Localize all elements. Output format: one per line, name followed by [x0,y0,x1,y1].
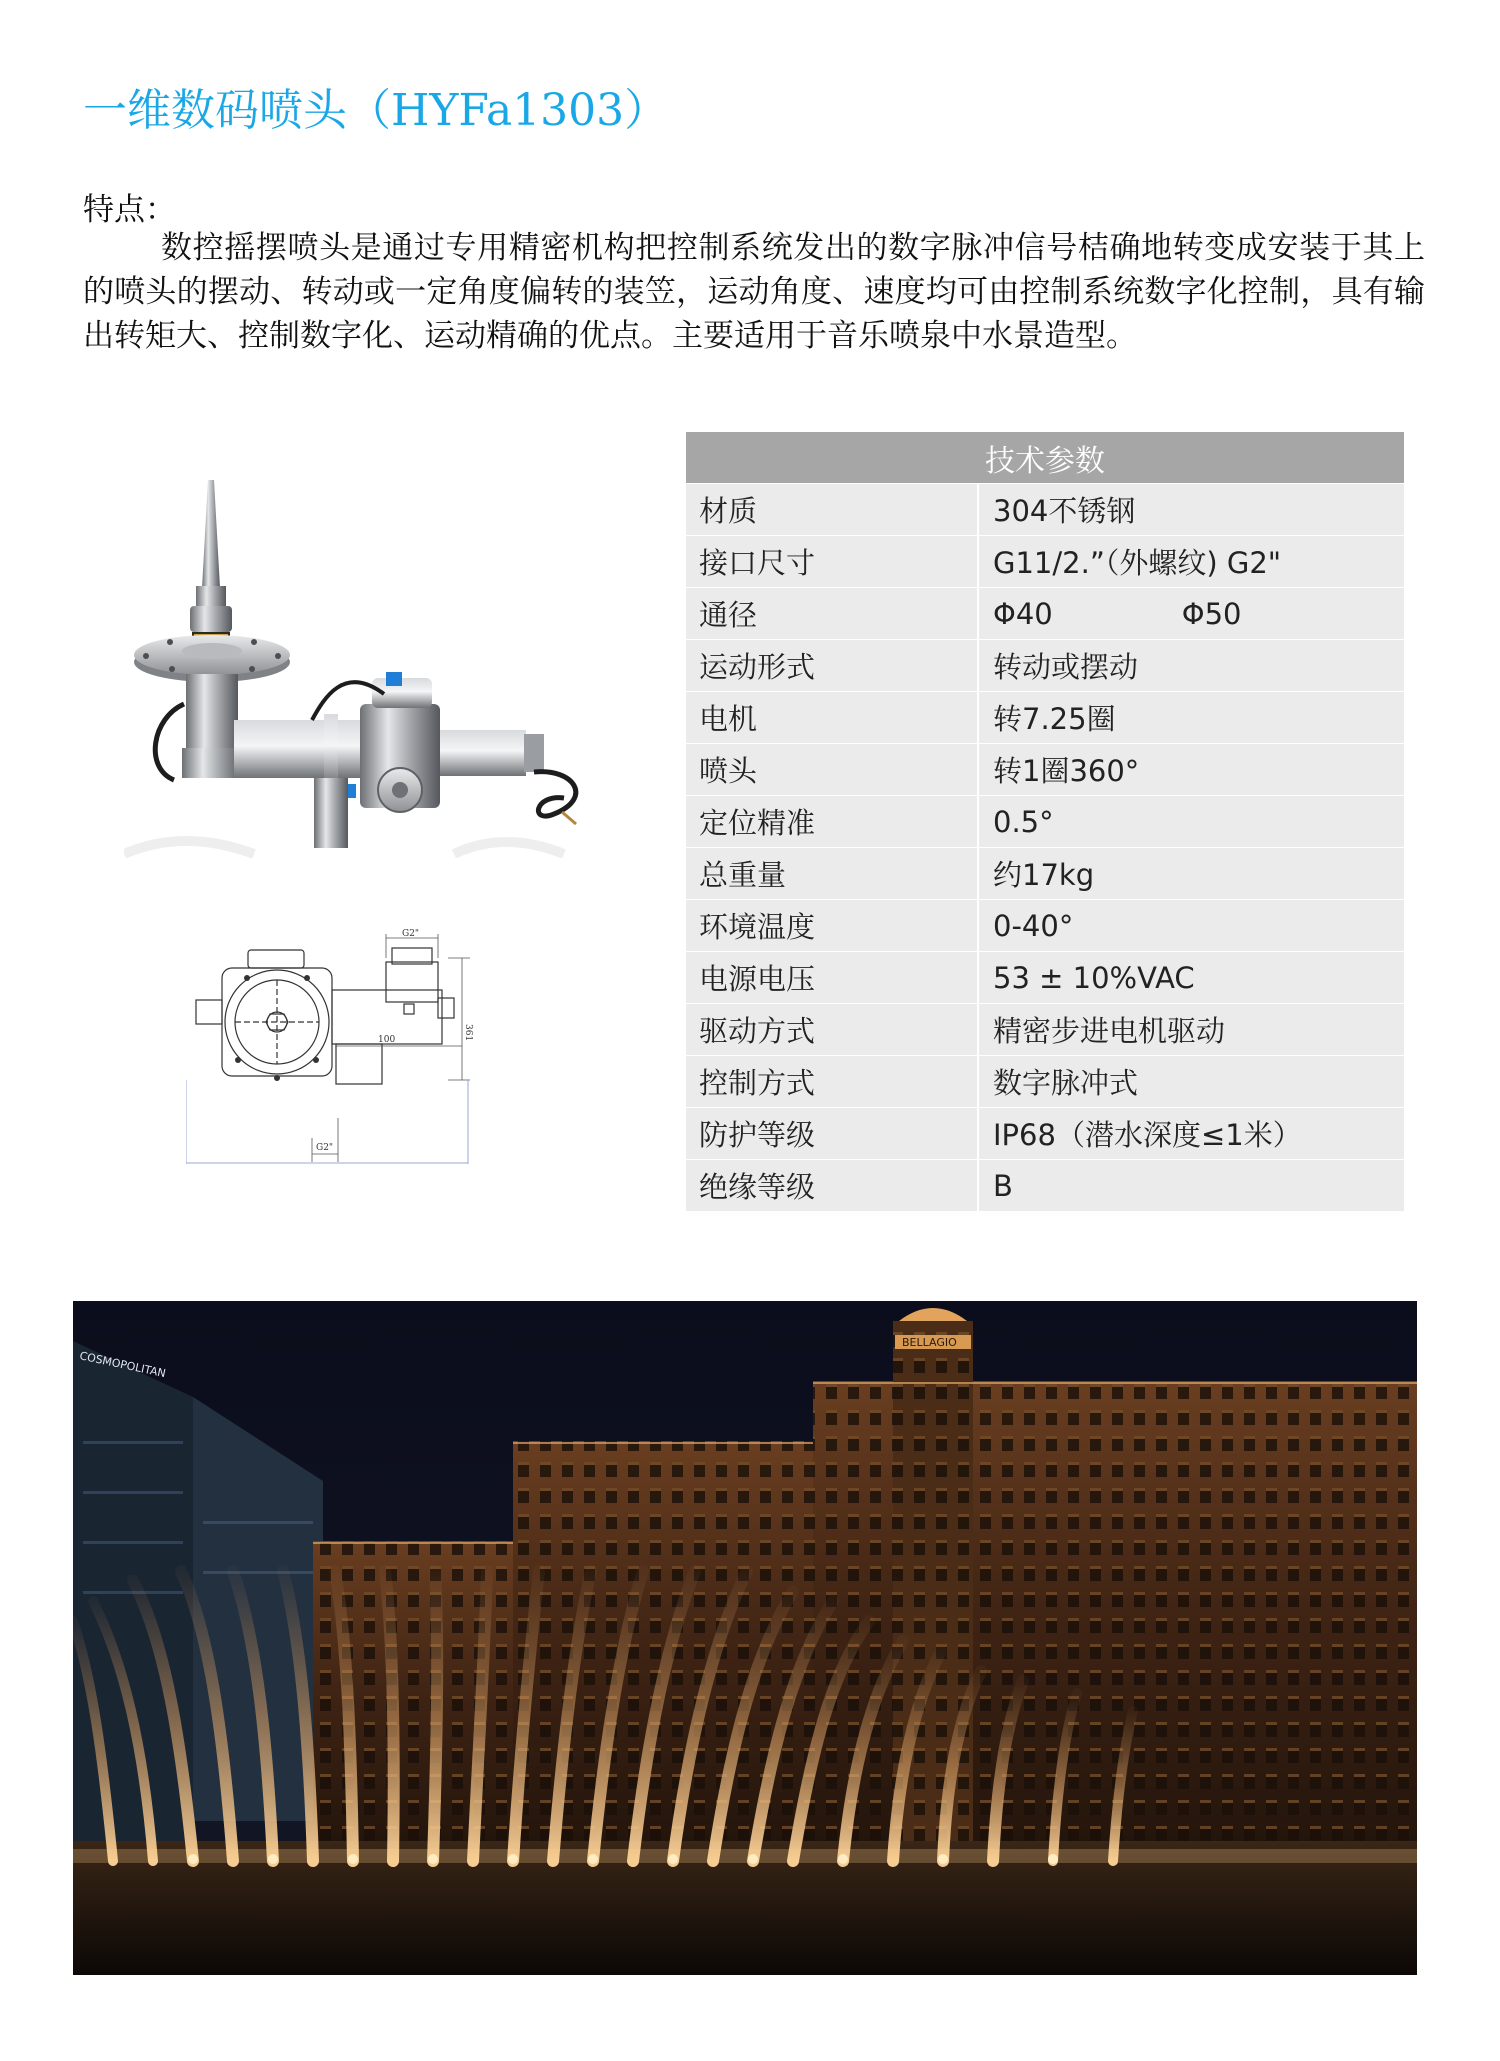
bellagio-sign: BELLAGIO [902,1336,957,1349]
dimension-drawing [186,928,581,1164]
spec-key: 材质 [686,484,978,536]
spec-key: 总重量 [686,848,978,900]
spec-key: 防护等级 [686,1108,978,1160]
spec-value: Φ40 Φ50 [978,588,1404,640]
spec-value: 0-40° [978,900,1404,952]
spec-table-header: 技术参数 [686,432,1404,484]
spec-row [686,900,1404,952]
spec-value: 约17kg [978,848,1404,900]
spec-key: 绝缘等级 [686,1160,978,1212]
spec-table [686,432,1404,1211]
spec-row [686,1108,1404,1160]
spec-value: 53 ± 10%VAC [978,952,1404,1004]
cosmopolitan-sign: COSMOPOLITAN [78,1349,167,1381]
spec-row [686,1004,1404,1056]
spec-key: 接口尺寸 [686,536,978,588]
spec-key: 环境温度 [686,900,978,952]
spec-row [686,640,1404,692]
features-description: 数控摇摆喷头是通过专用精密机构把控制系统发出的数字脉冲信号桔确地转变成安装于其上的喷头的摆动、转动或一定角度偏转的装笠，运动角度、速度均可由控制系统数字化控制，具有输出转矩大、控制数字化、运动精确的优点。主要适用于音乐喷泉中水景造型。 [83,230,1425,354]
spec-row [686,848,1404,900]
spec-row [686,484,1404,536]
spec-key: 定位精准 [686,796,978,848]
spec-key: 喷头 [686,744,978,796]
spec-row [686,1056,1404,1108]
features-label: 特点： [83,192,176,228]
spec-key: 电源电压 [686,952,978,1004]
spec-row [686,692,1404,744]
spec-value: 304不锈钢 [978,484,1404,536]
spec-row [686,952,1404,1004]
spec-key: 控制方式 [686,1056,978,1108]
spec-value: IP68（潜水深度≤1米） [978,1108,1404,1160]
fountain-scene-photo [73,1301,1417,1975]
page-title: 一维数码喷头（HYFa1303） [83,85,669,136]
spec-key: 驱动方式 [686,1004,978,1056]
spec-value: 0.5° [978,796,1404,848]
product-photo [124,468,594,858]
spec-key: 通径 [686,588,978,640]
spec-value: 转1圈360° [978,744,1404,796]
spec-value: 转7.25圈 [978,692,1404,744]
dim-top-label: G2" [402,929,420,939]
spec-value: 转动或摆动 [978,640,1404,692]
spec-key: 电机 [686,692,978,744]
spec-row [686,796,1404,848]
spec-key: 运动形式 [686,640,978,692]
dim-bottom-label: G2" [316,1143,334,1153]
spec-value: 精密步进电机驱动 [978,1004,1404,1056]
spec-value: G11/2.”（外螺纹) G2" [978,536,1404,588]
spec-row [686,588,1404,640]
dim-middle-label: 100 [378,1035,396,1045]
spec-row [686,536,1404,588]
spec-row [686,1160,1404,1212]
dim-right-label: 361 [463,1024,473,1042]
spec-row [686,744,1404,796]
spec-value: B [978,1160,1404,1212]
spec-value: 数字脉冲式 [978,1056,1404,1108]
